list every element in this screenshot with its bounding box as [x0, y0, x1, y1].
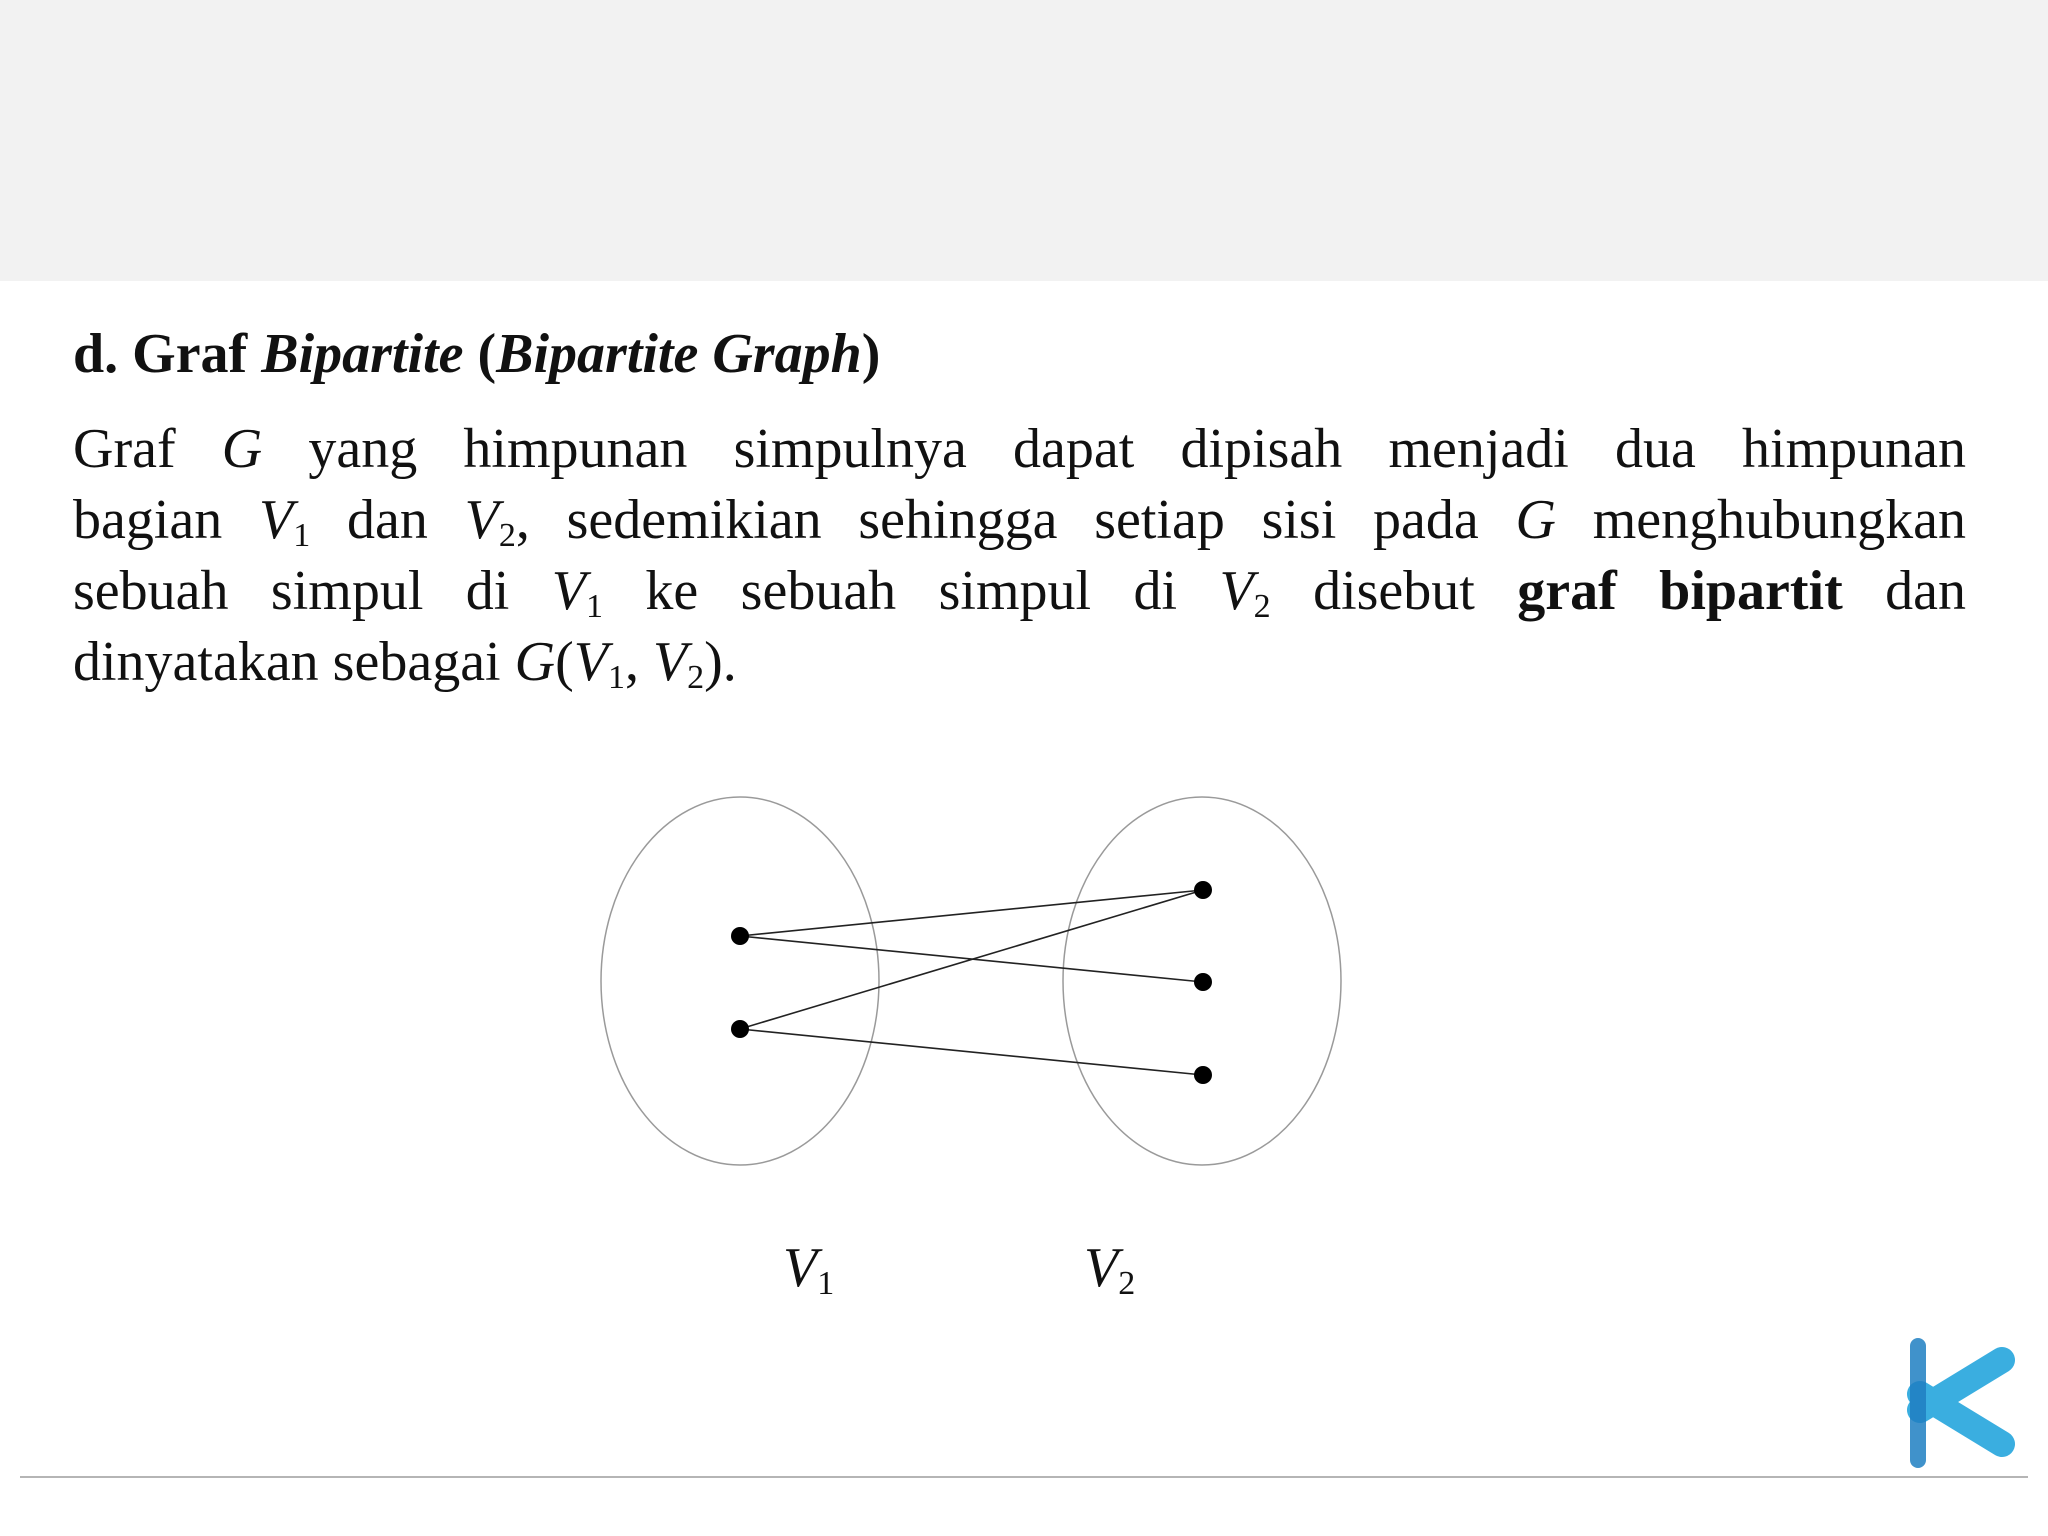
vertex-v2-b [1194, 973, 1212, 991]
edge-v1a-v2a [740, 890, 1203, 936]
vertex-v1-a [731, 927, 749, 945]
edge-v1b-v2a [740, 890, 1203, 1029]
bipartite-graph-diagram [560, 760, 1360, 1180]
brand-logo-icon [1892, 1332, 2022, 1472]
vertex-v2-a [1194, 881, 1212, 899]
footer-divider [20, 1476, 2028, 1478]
section-heading: d. Graf Bipartite (Bipartite Graph) [73, 323, 881, 385]
set-label-v2: $V_2$ [1084, 1237, 1136, 1302]
paragraph-line-4: dinyatakan sebagai $G(V_1$, $V_2$). [73, 631, 737, 696]
edge-v1b-v2c [740, 1029, 1203, 1075]
paragraph-line-2: bagian $V_1$ dan $V_2$, sedemikian sehingga setiap sisi pada G menghubungkan [73, 489, 1966, 554]
set-label-v1: $V_1$ [783, 1237, 835, 1302]
term-bold: graf bipartit [1517, 560, 1843, 622]
paragraph-line-1: Graf G yang himpunan simpulnya dapat dipisah menjadi dua himpunan [73, 418, 1966, 480]
vertex-v1-b [731, 1020, 749, 1038]
set-v1-ellipse [601, 797, 879, 1165]
definition-paragraph [73, 414, 1966, 698]
vertex-v2-c [1194, 1066, 1212, 1084]
paragraph-line-3: sebuah simpul di $V_1$ ke sebuah simpul di $V_2$ disebut graf bipartit dan [73, 560, 1967, 625]
header-band [0, 0, 2048, 281]
